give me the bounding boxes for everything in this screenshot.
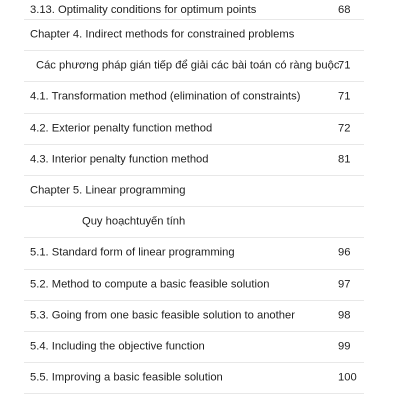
toc-entry-title: 4.2. Exterior penalty function method [30,122,213,135]
toc-entry-title: 4.1. Transformation method (elimination of constraints) [30,90,301,103]
toc-entry-title: 3.13. Optimality conditions for optimum points [30,4,257,16]
toc-entry-page: 100 [338,371,357,384]
toc-row [24,238,364,269]
toc-row [24,0,364,20]
toc-entry-page: 68 [338,4,351,16]
toc-entry-page: 81 [338,153,351,166]
toc-entry-title: 5.5. Improving a basic feasible solution [30,371,223,384]
toc-entry-title: 5.3. Going from one basic feasible solution to another [30,309,295,322]
toc-row [24,301,364,332]
toc-row [24,176,364,207]
toc-row [24,270,364,301]
toc-row [24,114,364,145]
toc-row [24,363,364,394]
toc-chapter-title: Chapter 4. Indirect methods for constrained problems [30,28,295,41]
toc-entry-page: 98 [338,309,351,322]
toc-row [24,332,364,363]
toc-row [24,51,364,82]
toc-row [24,207,364,238]
toc-row [24,145,364,176]
toc-entry-title: 5.1. Standard form of linear programming [30,246,235,259]
toc-entry-page: 72 [338,122,351,135]
toc-entry-title: 5.4. Including the objective function [30,340,205,353]
toc-chapter-subtitle: Quy hoạchtuyến tính [82,215,186,228]
toc-entry-page: 97 [338,278,351,291]
toc-entry-title: 5.2. Method to compute a basic feasible solution [30,278,270,291]
toc-entry-title: 4.3. Interior penalty function method [30,153,209,166]
toc-row [24,20,364,51]
toc-chapter-title: Chapter 5. Linear programming [30,184,186,197]
toc-chapter-subtitle: Các phương pháp gián tiếp để giải các bài toán có ràng buộc [36,59,340,72]
toc-entry-page: 71 [338,59,351,72]
toc-entry-page: 99 [338,340,351,353]
toc-row [24,82,364,113]
toc-entry-page: 96 [338,246,351,259]
table-of-contents [24,0,364,394]
toc-entry-page: 71 [338,90,351,103]
